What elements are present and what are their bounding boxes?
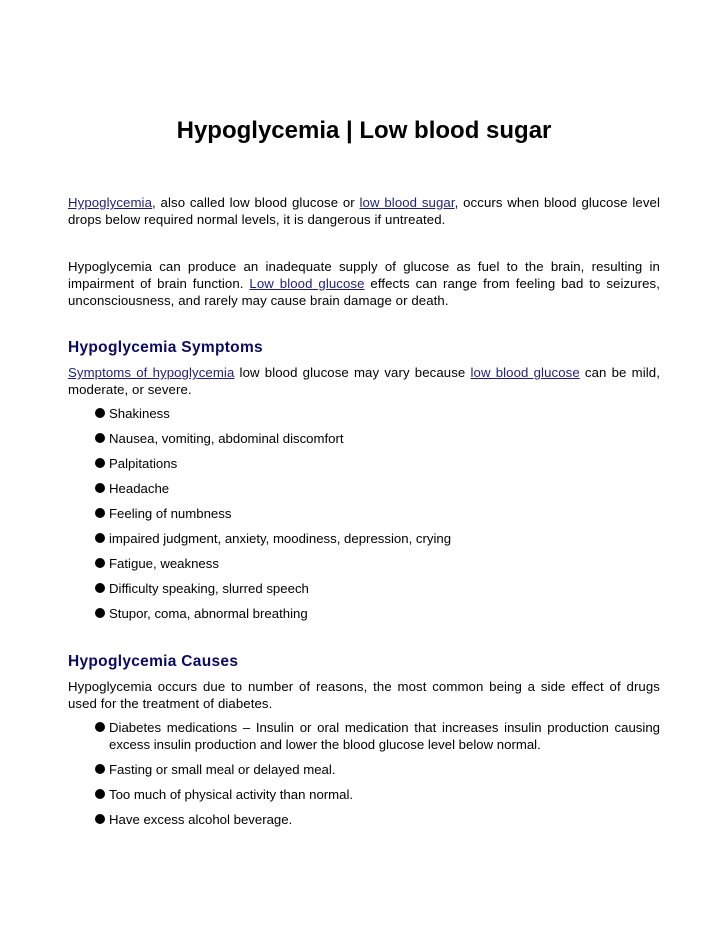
intro-text-1: , also called low blood glucose or [152,195,360,210]
bullet-icon [95,583,105,593]
hypoglycemia-link[interactable]: Hypoglycemia [68,195,153,210]
causes-list [68,719,660,836]
bullet-icon [95,483,105,493]
symptoms-low-blood-glucose-link[interactable]: low blood glucose [470,365,580,380]
bullet-icon [95,558,105,568]
list-item: Too much of physical activity than normal. [68,786,660,803]
bullet-icon [95,789,105,799]
list-item: Headache [68,480,660,497]
effects-paragraph [68,258,660,309]
list-item: Shakiness [68,405,660,422]
causes-heading: Hypoglycemia Causes [68,653,239,670]
list-item: Fasting or small meal or delayed meal. [68,761,660,778]
symptoms-of-hypoglycemia-link[interactable]: Symptoms of hypoglycemia [68,365,235,380]
bullet-icon [95,458,105,468]
effects-text-2: effects can range from feeling bad to seizures, unconsciousness, and rarely may cause brain damage or death. [68,276,660,308]
list-item: Nausea, vomiting, abdominal discomfort [68,430,660,447]
list-item: Diabetes medications – Insulin or oral medication that increases insulin production causing excess insulin production and lower the blood glucose level below normal. [68,719,660,753]
list-item: Difficulty speaking, slurred speech [68,580,660,597]
page-title: Hypoglycemia | Low blood sugar [176,117,552,144]
list-item: Fatigue, weakness [68,555,660,572]
list-item: Feeling of numbness [68,505,660,522]
bullet-icon [95,408,105,418]
symptoms-text-2: can be mild, moderate, or severe. [68,365,660,397]
bullet-icon [95,508,105,518]
bullet-icon [95,722,105,732]
symptoms-heading: Hypoglycemia Symptoms [68,339,263,356]
low-blood-sugar-link[interactable]: low blood sugar [359,195,455,210]
list-item: Palpitations [68,455,660,472]
symptoms-list [68,405,660,630]
bullet-icon [95,764,105,774]
symptoms-intro-paragraph [68,364,660,398]
intro-paragraph [68,194,660,228]
bullet-icon [95,433,105,443]
intro-text-2: , occurs when blood glucose level drops below required normal levels, it is dangerous if untreated. [68,195,660,227]
symptoms-text-1: low blood glucose may vary because [234,365,471,380]
list-item: Have excess alcohol beverage. [68,811,660,828]
list-item: impaired judgment, anxiety, moodiness, depression, crying [68,530,660,547]
causes-paragraph: Hypoglycemia occurs due to number of reasons, the most common being a side effect of drugs used for the treatment of diabetes. [68,679,660,711]
effects-text-1: Hypoglycemia can produce an inadequate supply of glucose as fuel to the brain, resulting in impairment of brain function. [68,259,660,291]
low-blood-glucose-link[interactable]: Low blood glucose [249,276,365,291]
bullet-icon [95,814,105,824]
bullet-icon [95,533,105,543]
bullet-icon [95,608,105,618]
list-item: Stupor, coma, abnormal breathing [68,605,660,622]
